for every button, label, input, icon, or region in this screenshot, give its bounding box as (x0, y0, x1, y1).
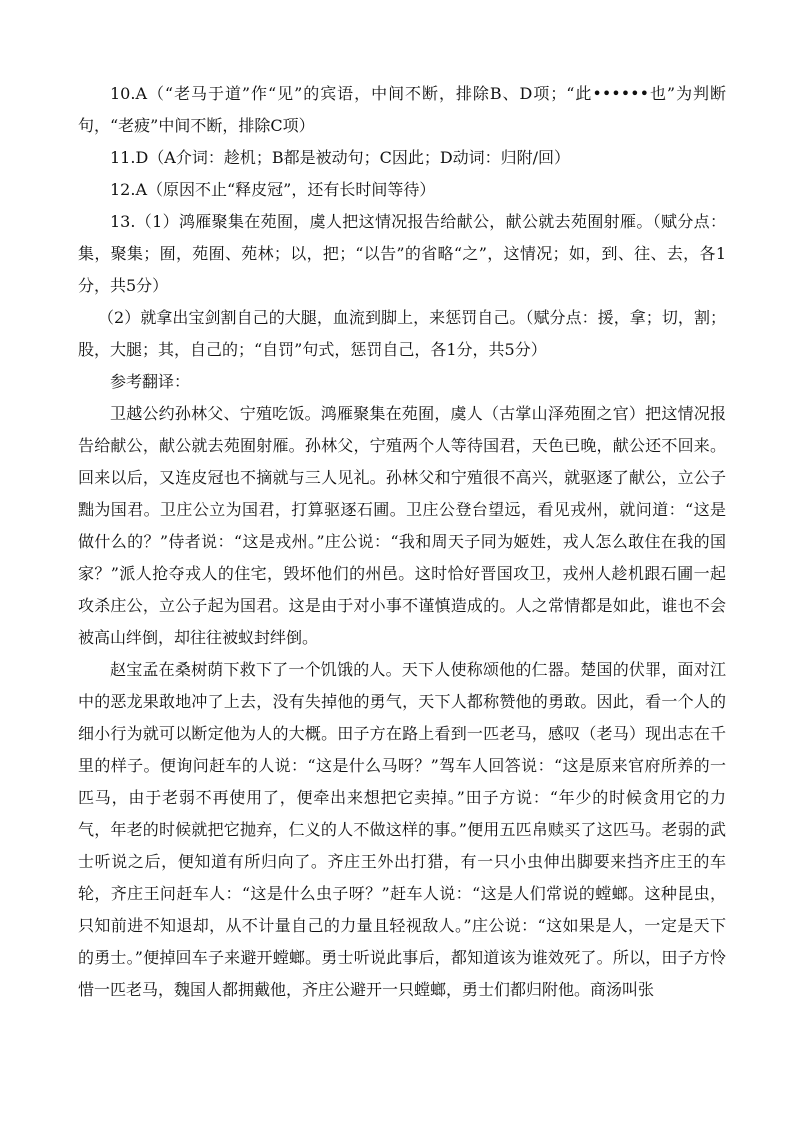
answer-13-part-1: 13.（1）鸿雁聚集在苑囿，虞人把这情况报告给献公，献公就去苑囿射雁。（赋分点：集，聚集；囿，苑囿、苑林；以，把；“以告”的省略“之”，这情况；如，到、往、去，各1分，共5分） (78, 212, 726, 295)
translation-paragraph-2: 赵宝孟在桑树荫下救下了一个饥饿的人。天下人使称颂他的仁器。楚国的伏罪，面对江中的恶龙果敢地冲了上去，没有失掉他的勇气，天下人都称赞他的勇敢。因此，看一个人的细小行为就可以断定他为人的大概。田子方在路上看到一匹老马，感叹（老马）现出志在千里的样子。便询问赶车的人说：“这是什么马呀？”驾车人回答说：“这是原来官府所养的一匹马，由于老弱不再使用了，便牵出来想把它卖掉。”田子方说：“年少的时候贪用它的力气，年老的时候就把它抛弃，仁义的人不做这样的事。”便用五匹帛赎买了这匹马。老弱的武士听说之后，便知道有所归向了。齐庄王外出打猎，有一只小虫伸出脚要来挡齐庄王的车轮，齐庄王问赶车人：“这是什么虫子呀？”赶车人说：“这是人们常说的螳螂。这种昆虫，只知前进不知退却，从不计量自己的力量且轻视敌人。”庄公说：“这如果是人，一定是天下的勇士。”便掉回车子来避开螳螂。勇士听说此事后，都知道该为谁效死了。所以，田子方怜惜一匹老马，魏国人都拥戴他，齐庄公避开一只螳螂，勇士们都归附他。商汤叫张 (78, 660, 726, 999)
answer-12: 12.A（原因不止“释皮冠”，还有长时间等待） (110, 180, 436, 199)
answer-document (78, 78, 726, 1006)
answer-11: 11.D（A介词：趁机；B都是被动句；C因此；D动词：归附/回） (110, 148, 571, 167)
translation-paragraph-1: 卫越公约孙林父、宁殖吃饭。鸿雁聚集在苑囿，虞人（古掌山泽苑囿之官）把这情况报告给献公，献公就去苑囿射雁。孙林父，宁殖两个人等待国君，天色已晚，献公还不回来。回来以后，又连皮冠也不摘就与三人见礼。孙林父和宁殖很不高兴，就驱逐了献公，立公子黜为国君。卫庄公立为国君，打算驱逐石圃。卫庄公登台望远，看见戎州，就问道：“这是做什么的？”侍者说：“这是戎州。”庄公说：“我和周天子同为姬姓，戎人怎么敢住在我的国家？”派人抢夺戎人的住宅，毁坏他们的州邑。这时恰好晋国攻卫，戎州人趁机跟石圃一起攻杀庄公，立公子起为国君。这是由于对小事不谨慎造成的。人之常情都是如此，谁也不会被高山绊倒，却往往被蚁封绊倒。 (78, 404, 726, 647)
answer-10: 10.A（“老马于道”作“见”的宾语，中间不断，排除B、D项；“此••••••也”为判断句，“老疲”中间不断，排除C项） (78, 84, 726, 135)
translation-heading: 参考翻译： (110, 372, 191, 391)
answer-13-part-2: （2）就拿出宝剑割自己的大腿，血流到脚上，来惩罚自己。（赋分点：援，拿；切，割；股，大腿；其，自己的；“自罚”句式，惩罚自己，各1分，共5分） (78, 308, 726, 359)
